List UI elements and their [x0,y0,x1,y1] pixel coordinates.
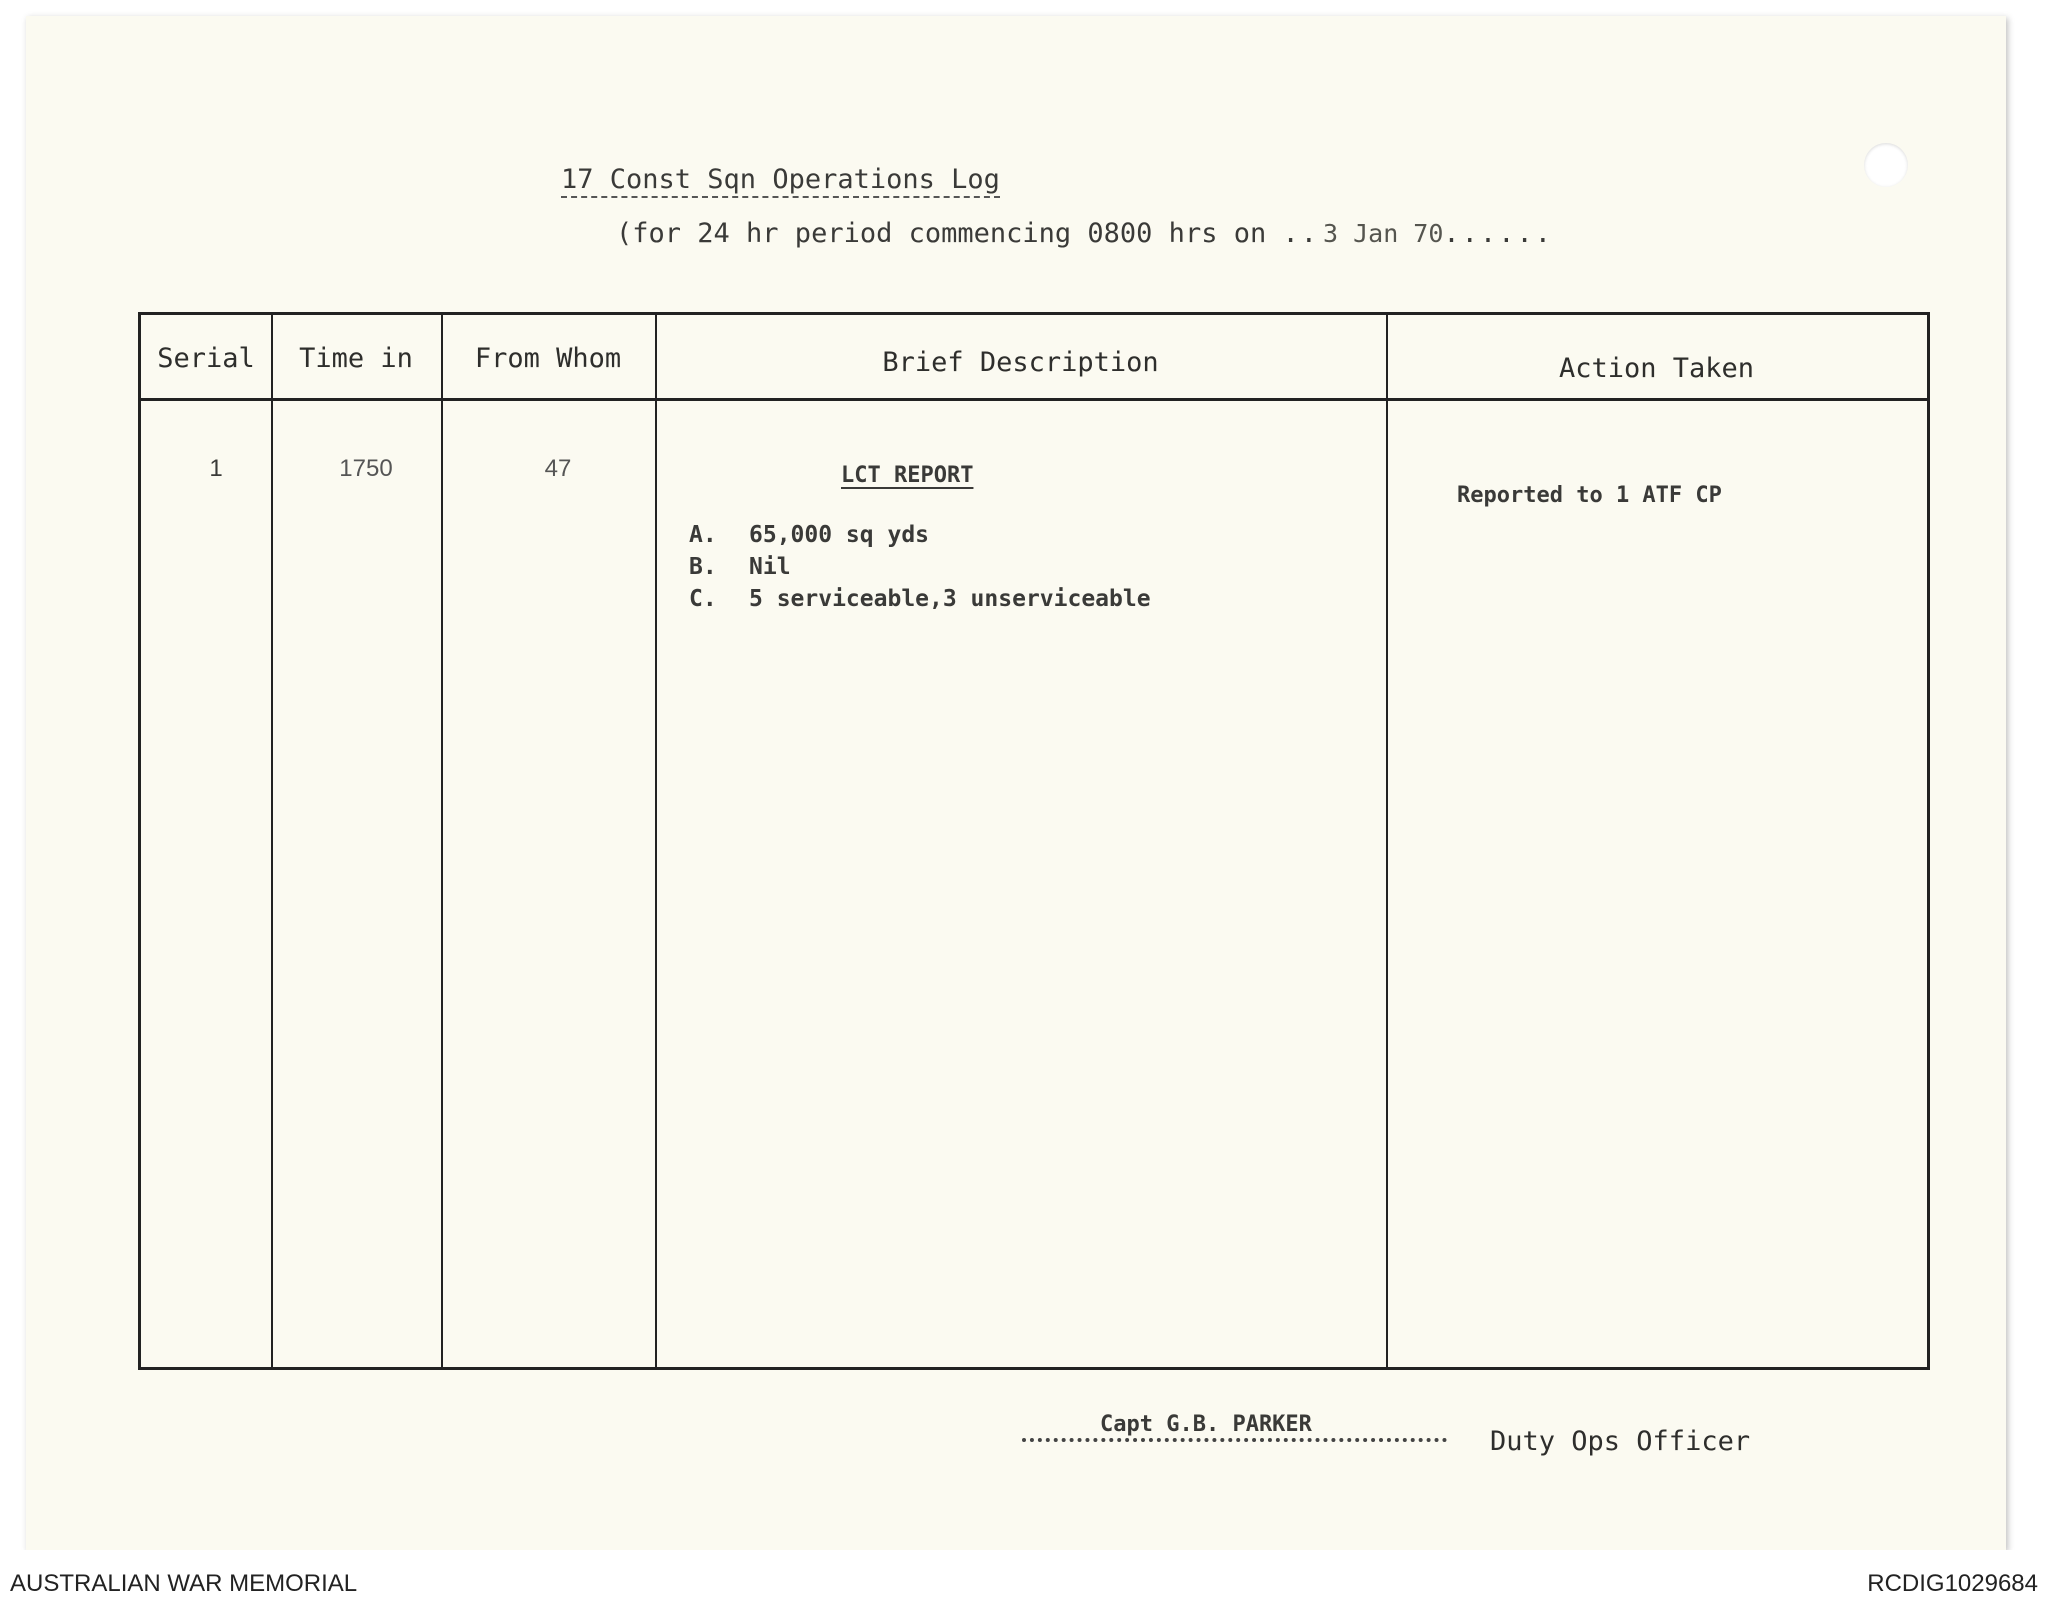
cell-serial: 1 [209,455,223,482]
cell-time-in: 1750 [339,455,393,482]
brief-title: LCT REPORT [841,463,974,488]
cell-from-whom: 47 [544,455,572,482]
punch-hole [1864,143,1908,187]
signature-block [1022,1412,1802,1472]
header-from-whom: From Whom [474,343,622,374]
signature-role: Duty Ops Officer [1490,1426,1751,1457]
period-dots-right: ...... [1443,218,1553,249]
brief-item-text: 65,000 sq yds [749,522,930,548]
cell-action-taken: Reported to 1 ATF CP [1457,483,1722,508]
log-title: 17 Const Sqn Operations Log [561,164,1000,198]
brief-item [689,583,1151,615]
brief-item-text: Nil [749,554,791,580]
header-serial: Serial [157,343,255,374]
period-date: 3 Jan 70 [1323,219,1444,248]
footer-source: AUSTRALIAN WAR MEMORIAL [10,1570,358,1597]
column-divider [1386,315,1388,1367]
brief-item-letter: C. [689,586,717,612]
document-page [26,16,2006,1550]
archive-footer [0,1550,2048,1618]
signature-dotted-line [1022,1438,1447,1442]
operations-log-table [138,312,1930,1370]
period-line [616,218,1553,249]
brief-items-list [689,519,1151,615]
brief-item-letter: A. [689,522,717,548]
header-divider [141,398,1927,401]
signature-name: Capt G.B. PARKER [1100,1412,1312,1437]
brief-item [689,519,1151,551]
brief-item-text: 5 serviceable,3 unserviceable [749,586,1151,612]
brief-item [689,551,1151,583]
period-dots-left: .. [1282,218,1319,249]
header-brief-description: Brief Description [882,347,1159,378]
footer-record-id: RCDIG1029684 [1867,1570,2038,1597]
period-prefix: (for 24 hr period commencing 0800 hrs on [616,218,1267,249]
header-action-taken: Action Taken [1558,353,1755,384]
header-time-in: Time in [299,343,413,374]
brief-item-letter: B. [689,554,717,580]
